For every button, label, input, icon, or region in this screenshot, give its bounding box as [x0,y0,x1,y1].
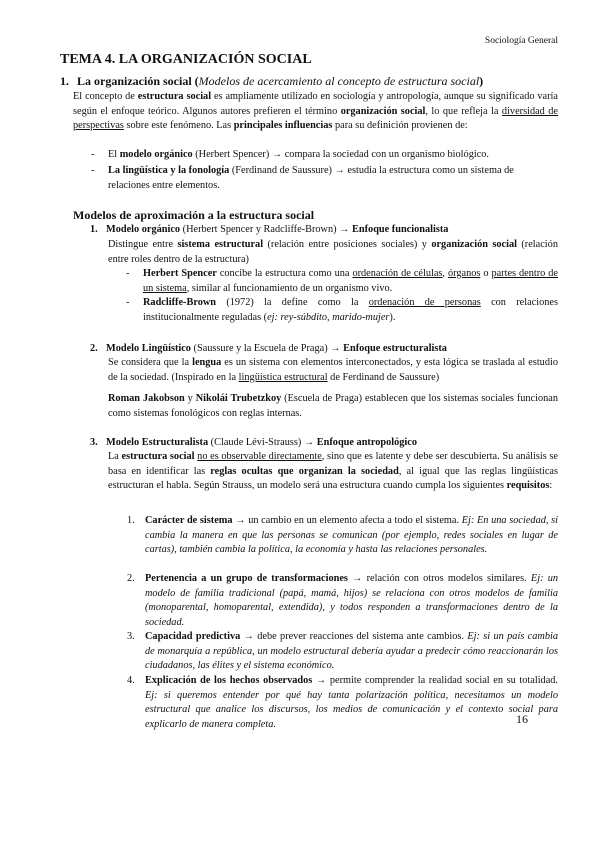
underline-text: órganos [447,268,481,279]
requirement-item [127,514,558,558]
text: → un cambio en un elemento afecta a todo el sistema. [232,515,462,526]
requirement-number: 1. [127,515,135,526]
underline-text: lingüística estructural [238,371,328,383]
model-number: 2. [90,343,98,354]
model-number: 1. [90,224,98,235]
intro-text: para su definición provienen de: [332,120,468,131]
model-approach: Enfoque funcionalista [352,224,449,235]
intro-text: sobre este fenómeno. Las [123,120,234,131]
requirement-item [127,674,558,732]
intro-text: El concepto de [73,91,138,102]
italic-text: Ej: En una sociedad, si cambia la manera en que las personas se comunican (por ejemplo, redes sociales en lugar de cartas), también cambia la política, la economía y hasta las relaciones personales. [145,515,558,555]
text: con relaciones institucionalmente reguladas ( [143,297,558,323]
bold-text: Nikolái Trubetzkoy [195,393,282,404]
underline-text: partes dentro de un sistema [143,268,559,294]
model-approach: Enfoque antropológico [316,437,417,448]
model2-extra [108,392,558,421]
text: → permite comprender la realidad social en su totalidad. [312,675,558,686]
text: Se considera que la [108,357,193,368]
bold-text: Radcliffe-Brown [143,297,217,308]
bold-text: Pertenencia a un grupo de transformaciones [145,573,348,584]
bold-text: Capacidad predictiva [145,631,241,642]
intro-bold: estructura social [137,91,212,102]
model-authors: (Herbert Spencer y Radcliffe-Brown) → [180,224,353,235]
model1-heading [90,223,448,237]
intro-bold: organización social [340,105,426,117]
dash-marker: - [126,268,130,279]
list-item [91,148,558,163]
list-item [91,164,558,193]
text: La [108,451,122,462]
bold-text: Herbert Spencer [143,268,217,279]
requirement-item [127,630,558,674]
text: , sino que es latente y debe ser descubierta. Su análisis se basa en identificar las [108,451,558,477]
model-name: Modelo orgánico [106,224,181,235]
text: concibe la estructura como una [216,268,353,279]
model-authors: (Claude Lévi-Strauss) → [208,437,317,448]
text: , similar al funcionamiento de un organismo vivo. [186,282,393,294]
bold-text: organización social [431,239,517,250]
bullet-bold: modelo orgánico [119,149,193,160]
requirement-number: 4. [127,675,135,686]
text: (Escuela de Praga) establecen que los sistemas sociales funcionan como sistemas fonológicos con reglas internas. [108,393,558,419]
intro-paragraph [73,90,558,134]
dash-marker: - [126,297,130,308]
model-name: Modelo Estructuralista [106,437,209,448]
requirement-number: 3. [127,631,135,642]
page-number: 16 [516,712,528,726]
intro-text: es ampliamente utilizado en sociología y antropología, aunque su significado varía según el enfoque teórico. Algunos autores prefieren el término [73,91,558,117]
bullet-text: El [108,149,120,160]
bold-text: Roman Jakobson [108,393,185,404]
section-heading [60,74,483,89]
text: , al igual que las reglas lingüísticas estructuran el habla. Según Strauss, un modelo será una estructura cuando cumpla los siguientes [108,465,558,491]
model3-heading [90,436,417,450]
model-authors: (Saussure y la Escuela de Praga) → [190,343,344,354]
section-heading-close: ) [479,74,484,88]
text: Distingue entre [108,239,178,250]
bullet-text: (Herbert Spencer) → compara la sociedad con un organismo biológico. [192,149,489,160]
italic-text: ej: rey-súbdito, marido-mujer [267,311,390,323]
intro-bold: principales influencias [233,120,333,131]
section-heading-italic: Modelos de acercamiento al concepto de estructura social [198,74,480,88]
bold-text: lengua [192,357,222,368]
model1-description [108,238,558,267]
underline-text: ordenación de células [352,268,443,279]
models-heading: Modelos de aproximación a la estructura social [73,208,315,222]
bold-text: requisitos [506,480,550,491]
underline-text: no es observable directamente [197,451,322,462]
dash-marker: - [91,149,95,160]
text: (relación entre roles dentro de la estructura) [108,239,558,265]
model-number: 3. [90,437,98,448]
text: ). [389,311,396,323]
text: de Ferdinand de Saussure) [327,371,440,383]
requirement-item [127,572,559,630]
bold-text: estructura social [121,451,195,462]
italic-text: Ej: un modelo de familia tradicional (papá, mamá, hijos) se relaciona con otros modelos de familia (monoparental, homoparental, extendida), y todos responden a transformaciones dentro de la sociedad. [145,573,559,628]
text: → relación con otros modelos similares. [347,573,531,584]
bullet-bold: La lingüística y la fonología [108,165,230,176]
model2-description [108,356,558,385]
bold-text: reglas ocultas que organizan la sociedad [210,465,399,477]
bullet-text: (Ferdinand de Saussure) → estudia la estructura como un sistema de relaciones entre elementos. [108,165,514,191]
text: es un sistema con elementos interconectados, y esta lógica se traslada al estudio de la sociedad. (Inspirado en la [108,357,558,383]
requirement-number: 2. [127,573,135,584]
model1-sub-radcliffe [126,296,558,325]
underline-text: ordenación de personas [368,297,481,308]
intro-text: , lo que refleja la [425,105,502,117]
text: : [549,480,553,491]
running-header: Sociología General [484,36,558,46]
text: (relación entre posiciones sociales) y [263,239,432,250]
dash-marker: - [91,165,95,176]
model1-sub-spencer [126,267,559,296]
bold-text: Carácter de sistema [145,515,233,526]
section-heading-bold: La organización social ( [77,74,199,88]
text: o [480,268,492,279]
text: → debe prever reacciones del sistema ante cambios. [240,631,468,642]
text: , [442,268,448,279]
text: (1972) la define como la [216,297,369,308]
model3-description [108,450,558,494]
model-approach: Enfoque estructuralista [343,343,447,354]
italic-text: Ej: si queremos entender por qué hay tanta polarización política, necesitamos un modelo estructural que analice los discursos, los medios de comunicación y el contexto social para explicarlo de manera completa. [145,689,558,730]
model2-heading [90,342,447,356]
text: y [184,393,196,404]
bold-text: Explicación de los hechos observados [145,675,313,686]
intro-underline: diversidad de perspectivas [73,105,559,131]
bold-text: sistema estructural [177,239,264,250]
section-number: 1. [60,74,69,88]
model-name: Modelo Lingüístico [106,343,191,354]
chapter-title: TEMA 4. LA ORGANIZACIÓN SOCIAL [60,52,312,67]
italic-text: Ej: si un país cambia de monarquía a república, un modelo estructural debería ayudar a predecir cómo reaccionarán los ciudadanos, las élites y el sistema económico. [145,631,558,671]
